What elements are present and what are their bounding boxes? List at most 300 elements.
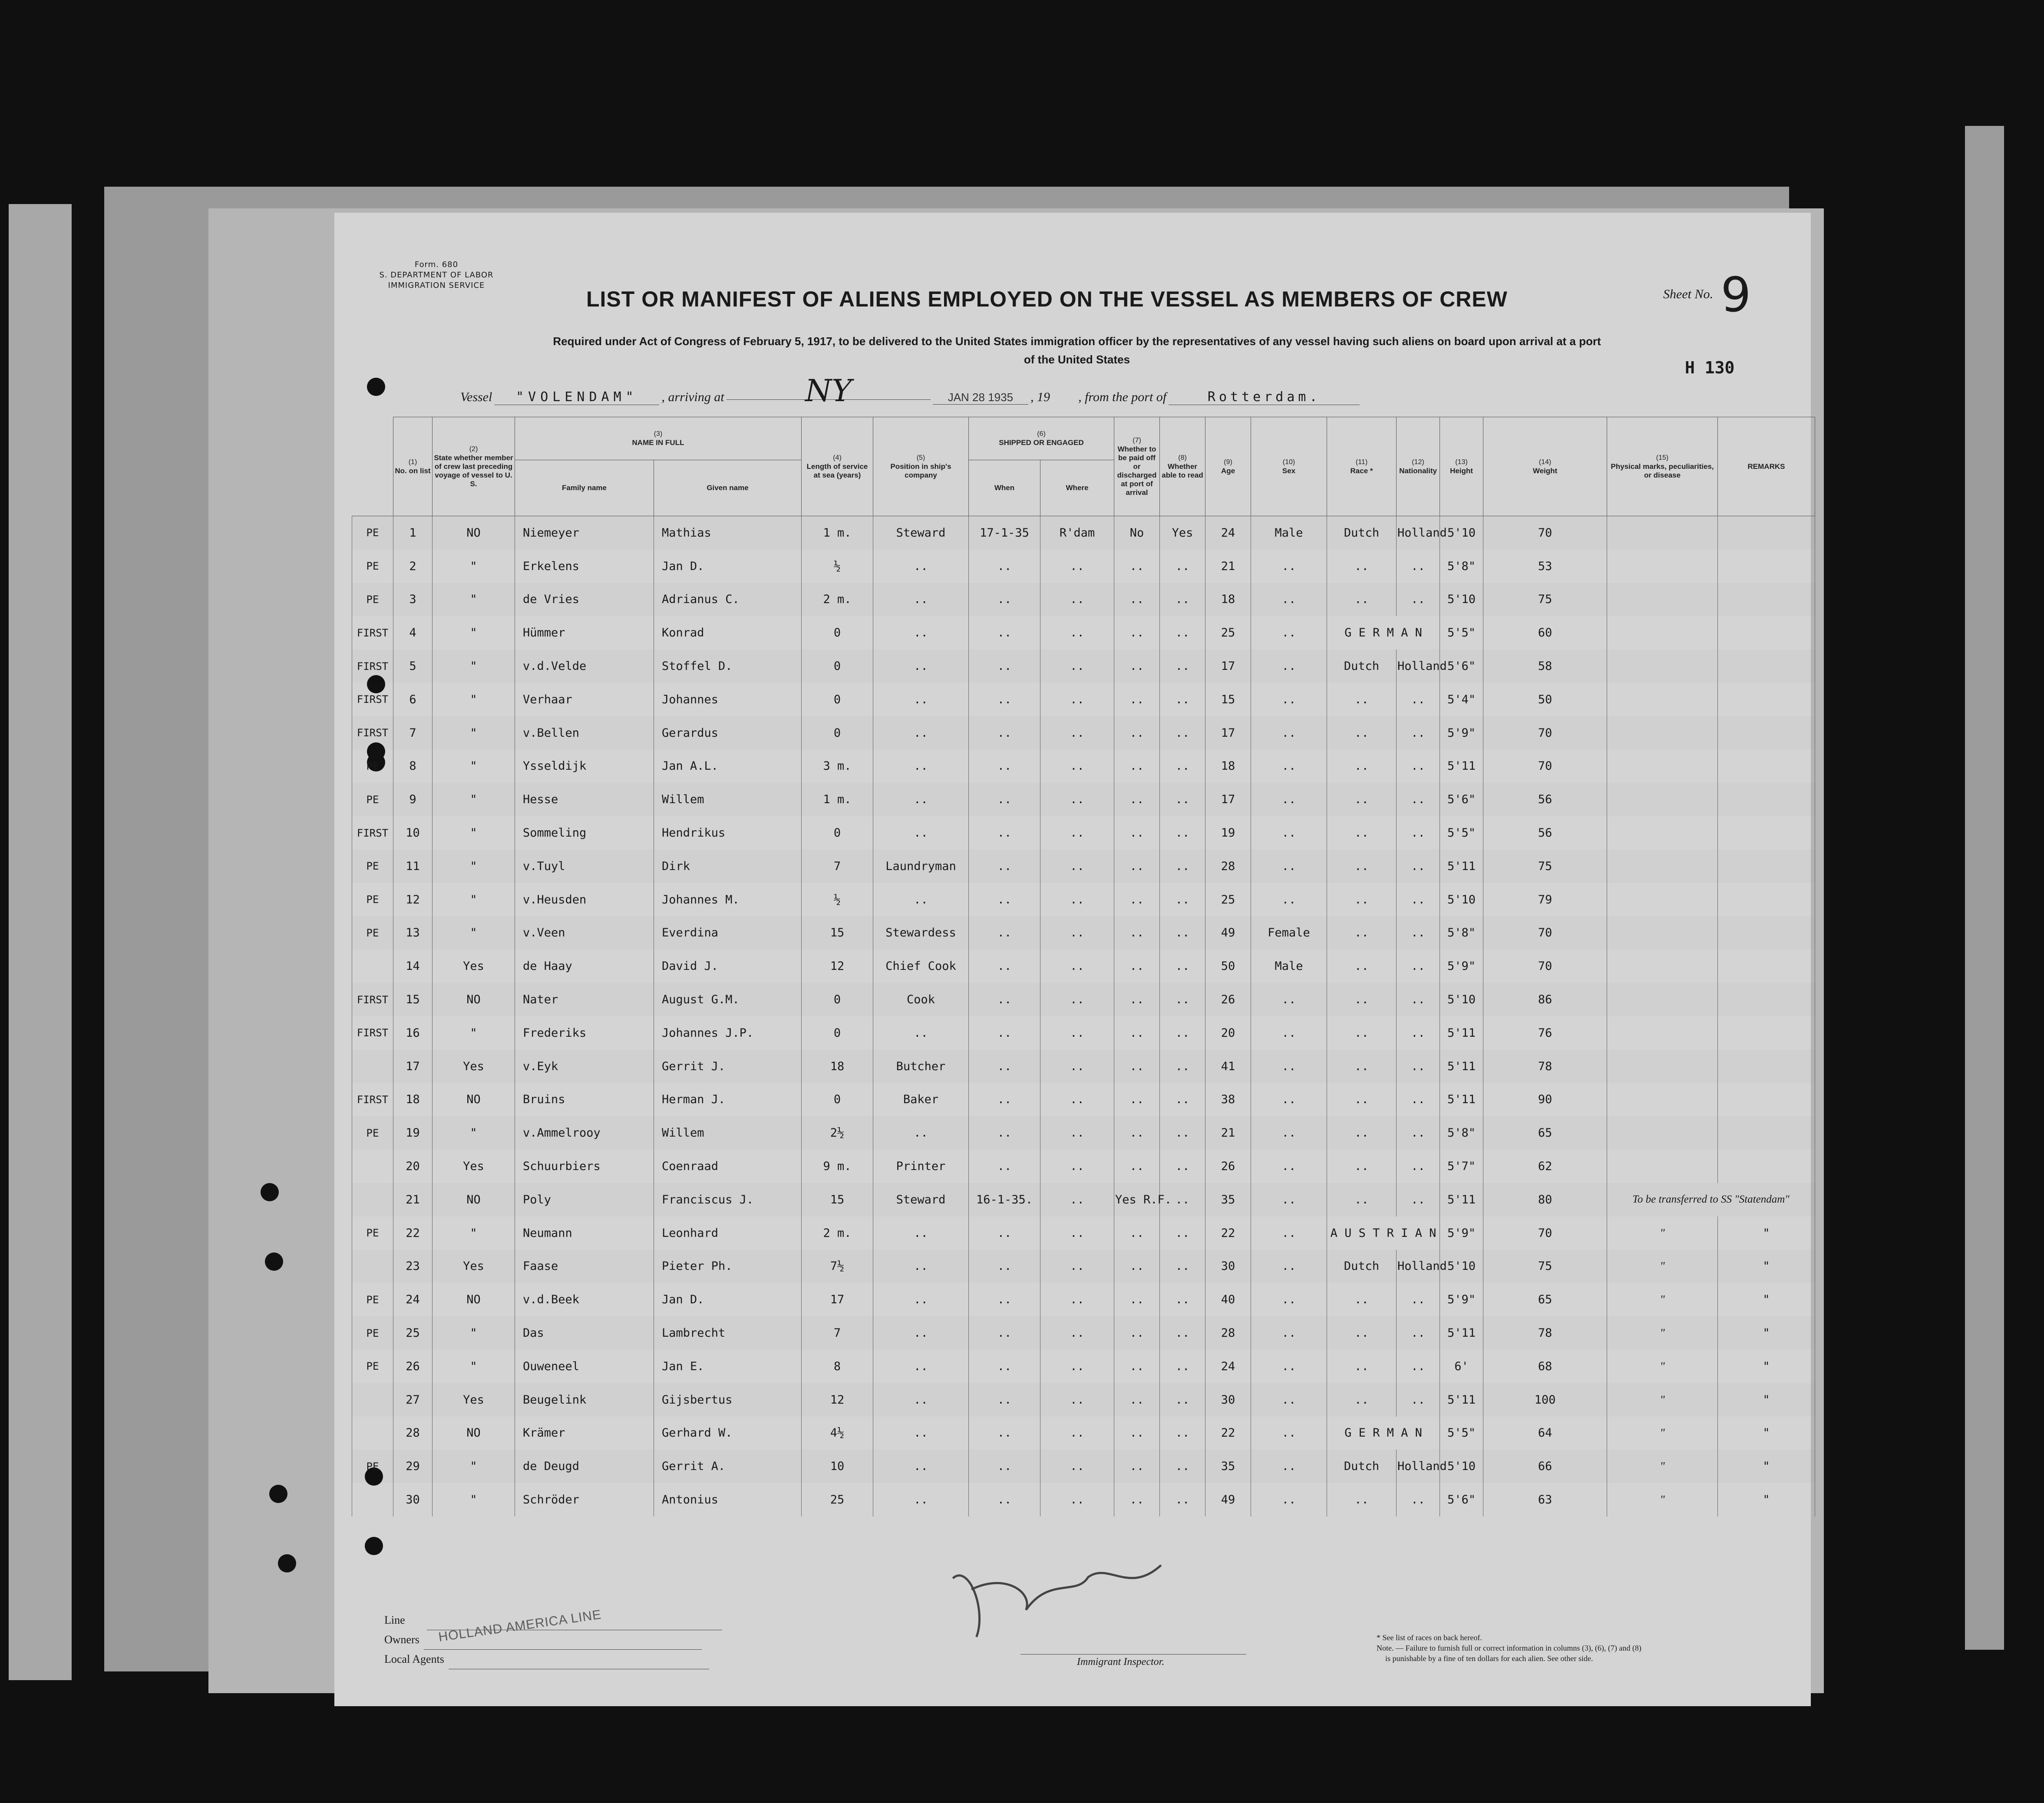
cell-sex: .. <box>1251 1283 1327 1316</box>
cell-height: 5'8" <box>1440 916 1483 950</box>
cell-mark: FIRST <box>352 816 393 850</box>
cell-sex: .. <box>1251 716 1327 750</box>
cell-remarks <box>1718 1050 1815 1083</box>
cell-no: 23 <box>393 1250 433 1283</box>
cell-where: .. <box>1040 949 1114 983</box>
cell-no: 16 <box>393 1016 433 1050</box>
cell-service: 12 <box>802 1383 873 1417</box>
cell-race: .. <box>1327 1316 1397 1350</box>
table-row <box>352 1083 1815 1117</box>
cell-when: .. <box>969 616 1040 649</box>
arriving-label: , arriving at <box>661 390 724 404</box>
cell-age: 49 <box>1205 916 1251 950</box>
cell-race: .. <box>1327 1283 1397 1316</box>
cell-weight: 56 <box>1483 783 1607 816</box>
cell-weight: 65 <box>1483 1116 1607 1150</box>
cell-position: Stewardess <box>873 916 969 950</box>
crew-manifest-table <box>352 417 1815 1516</box>
vessel-name: "VOLENDAM" <box>494 389 659 405</box>
cell-remarks <box>1718 883 1815 916</box>
cell-no: 6 <box>393 683 433 716</box>
cell-paid: .. <box>1114 850 1160 883</box>
cell-where: .. <box>1040 1250 1114 1283</box>
cell-given: Willem <box>654 783 802 816</box>
cell-where: .. <box>1040 1483 1114 1516</box>
cell-age: 17 <box>1205 649 1251 683</box>
cell-prev: " <box>433 783 515 816</box>
cell-read: .. <box>1160 983 1205 1016</box>
cell-prev: " <box>433 1450 515 1483</box>
binder-hole <box>365 1537 383 1555</box>
cell-race: .. <box>1327 1483 1397 1516</box>
table-row <box>352 1116 1815 1150</box>
cell-no: 15 <box>393 983 433 1016</box>
cell-no: 17 <box>393 1050 433 1083</box>
cell-family: v.d.Velde <box>515 649 654 683</box>
cell-read: .. <box>1160 683 1205 716</box>
sheet-number-label: Sheet No. <box>1663 287 1713 301</box>
cell-no: 7 <box>393 716 433 750</box>
cell-family: Verhaar <box>515 683 654 716</box>
cell-weight: 70 <box>1483 1216 1607 1250</box>
header-row <box>352 417 1815 460</box>
binder-hole <box>261 1183 279 1201</box>
cell-where: .. <box>1040 1350 1114 1383</box>
cell-position: Butcher <box>873 1050 969 1083</box>
cell-paid: .. <box>1114 1250 1160 1283</box>
cell-no: 14 <box>393 949 433 983</box>
cell-height: 6' <box>1440 1350 1483 1383</box>
table-row <box>352 1150 1815 1183</box>
cell-family: Frederiks <box>515 1016 654 1050</box>
cell-sex: .. <box>1251 1450 1327 1483</box>
note-penalty-2: is punishable by a fine of ten dollars for each alien. See other side. <box>1385 1654 1593 1663</box>
cell-mark: PE <box>352 750 393 783</box>
cell-weight: 70 <box>1483 716 1607 750</box>
cell-age: 22 <box>1205 1216 1251 1250</box>
cell-position: Printer <box>873 1150 969 1183</box>
cell-age: 18 <box>1205 583 1251 616</box>
cell-when: .. <box>969 649 1040 683</box>
cell-when: .. <box>969 1316 1040 1350</box>
cell-race: .. <box>1327 1083 1397 1117</box>
cell-when: .. <box>969 583 1040 616</box>
cell-read: .. <box>1160 1417 1205 1450</box>
cell-marks: " <box>1607 1283 1718 1316</box>
cell-when: .. <box>969 1150 1040 1183</box>
cell-nationality: .. <box>1397 816 1440 850</box>
cell-family: Hümmer <box>515 616 654 649</box>
cell-when: .. <box>969 1083 1040 1117</box>
cell-marks: " <box>1607 1383 1718 1417</box>
cell-height: 5'11 <box>1440 1083 1483 1117</box>
cell-weight: 64 <box>1483 1417 1607 1450</box>
cell-given: Johannes <box>654 683 802 716</box>
arriving-port: NY <box>726 382 931 400</box>
header-col2: (2) State whether member of crew last preceding voyage of vessel to U. S. <box>433 417 515 516</box>
cell-prev: NO <box>433 1417 515 1450</box>
cell-race: Dutch <box>1327 649 1397 683</box>
cell-service: 2½ <box>802 1116 873 1150</box>
cell-weight: 78 <box>1483 1050 1607 1083</box>
cell-prev: NO <box>433 1183 515 1216</box>
header-col9: (9) Age <box>1205 417 1251 516</box>
form-number: Form. 680 <box>414 260 459 269</box>
cell-race: .. <box>1327 1383 1397 1417</box>
cell-where: .. <box>1040 1083 1114 1117</box>
cell-given: Herman J. <box>654 1083 802 1117</box>
table-row <box>352 550 1815 583</box>
table-row <box>352 716 1815 750</box>
cell-where: .. <box>1040 883 1114 916</box>
cell-paid: .. <box>1114 949 1160 983</box>
cell-race: .. <box>1327 1050 1397 1083</box>
cell-age: 38 <box>1205 1083 1251 1117</box>
cell-marks <box>1607 1116 1718 1150</box>
subtitle-line-2: of the United States <box>1024 353 1130 366</box>
cell-family: Faase <box>515 1250 654 1283</box>
cell-service: 0 <box>802 1083 873 1117</box>
table-row <box>352 516 1815 550</box>
cell-sex: .. <box>1251 883 1327 916</box>
cell-when: .. <box>969 1350 1040 1383</box>
cell-height: 5'11 <box>1440 1183 1483 1216</box>
cell-family: v.Eyk <box>515 1050 654 1083</box>
date-stamp: JAN 28 1935 <box>933 391 1028 405</box>
cell-read: .. <box>1160 1083 1205 1117</box>
cell-mark: FIRST <box>352 649 393 683</box>
cell-nationality: .. <box>1397 1183 1440 1216</box>
cell-service: ½ <box>802 883 873 916</box>
cell-age: 26 <box>1205 983 1251 1016</box>
cell-family: Das <box>515 1316 654 1350</box>
cell-position: .. <box>873 783 969 816</box>
cell-service: 7 <box>802 850 873 883</box>
page-title: LIST OR MANIFEST OF ALIENS EMPLOYED ON THE VESSEL AS MEMBERS OF CREW <box>586 287 1508 311</box>
cell-family: Schröder <box>515 1483 654 1516</box>
cell-marks: " <box>1607 1216 1718 1250</box>
table-row <box>352 1483 1815 1516</box>
cell-weight: 75 <box>1483 1250 1607 1283</box>
cell-service: 10 <box>802 1450 873 1483</box>
cell-paid: .. <box>1114 583 1160 616</box>
cell-read: Yes <box>1160 516 1205 550</box>
cell-race: Dutch <box>1327 516 1397 550</box>
cell-family: Schuurbiers <box>515 1150 654 1183</box>
cell-when: .. <box>969 1116 1040 1150</box>
cell-position: .. <box>873 1350 969 1383</box>
sheet-number <box>1663 267 1751 323</box>
agents-label: Local Agents <box>384 1653 444 1665</box>
cell-nationality: .. <box>1397 1050 1440 1083</box>
cell-service: 18 <box>802 1050 873 1083</box>
cell-no: 22 <box>393 1216 433 1250</box>
cell-given: Gerrit J. <box>654 1050 802 1083</box>
cell-given: Johannes J.P. <box>654 1016 802 1050</box>
cell-position: .. <box>873 683 969 716</box>
cell-nationality: .. <box>1397 1016 1440 1050</box>
cell-race: .. <box>1327 750 1397 783</box>
cell-height: 5'10 <box>1440 983 1483 1016</box>
cell-weight: 65 <box>1483 1283 1607 1316</box>
cell-weight: 78 <box>1483 1316 1607 1350</box>
cell-where: .. <box>1040 783 1114 816</box>
table-row <box>352 683 1815 716</box>
cell-read: .. <box>1160 949 1205 983</box>
cell-sex: .. <box>1251 1016 1327 1050</box>
cell-mark: PE <box>352 516 393 550</box>
cell-race: .. <box>1327 1016 1397 1050</box>
cell-marks: " <box>1607 1450 1718 1483</box>
cell-height: 5'9" <box>1440 949 1483 983</box>
cell-weight: 79 <box>1483 883 1607 916</box>
cell-sex: Male <box>1251 949 1327 983</box>
cell-where: .. <box>1040 1183 1114 1216</box>
cell-no: 2 <box>393 550 433 583</box>
cell-height: 5'10 <box>1440 1450 1483 1483</box>
line-label: Line <box>384 1614 405 1626</box>
cell-sex: Female <box>1251 916 1327 950</box>
cell-when: 16-1-35. <box>969 1183 1040 1216</box>
cell-marks: " <box>1607 1250 1718 1283</box>
cell-read: .. <box>1160 649 1205 683</box>
cell-nationality: .. <box>1397 716 1440 750</box>
table-row <box>352 1016 1815 1050</box>
cell-race: .. <box>1327 850 1397 883</box>
cell-given: Everdina <box>654 916 802 950</box>
table-row <box>352 1350 1815 1383</box>
cell-marks <box>1607 1150 1718 1183</box>
cell-read: .. <box>1160 1316 1205 1350</box>
cell-mark <box>352 1250 393 1283</box>
vessel-label: Vessel <box>460 390 492 404</box>
cell-prev: " <box>433 1216 515 1250</box>
cell-where: .. <box>1040 1116 1114 1150</box>
header-col14: (14) Weight <box>1483 417 1607 516</box>
cell-height: 5'6" <box>1440 1483 1483 1516</box>
cell-no: 5 <box>393 649 433 683</box>
cell-prev: " <box>433 816 515 850</box>
cell-read: .. <box>1160 1050 1205 1083</box>
table-row <box>352 583 1815 616</box>
cell-sex: .. <box>1251 1483 1327 1516</box>
cell-where: R'dam <box>1040 516 1114 550</box>
cell-race: .. <box>1327 1183 1397 1216</box>
cell-paid: .. <box>1114 816 1160 850</box>
cell-where: .. <box>1040 1050 1114 1083</box>
cell-race: .. <box>1327 550 1397 583</box>
cell-paid: .. <box>1114 983 1160 1016</box>
cell-given: Jan A.L. <box>654 750 802 783</box>
cell-nationality: Holland <box>1397 1250 1440 1283</box>
cell-weight: 76 <box>1483 1016 1607 1050</box>
cell-given: Dirk <box>654 850 802 883</box>
cell-family: de Haay <box>515 949 654 983</box>
cell-paid: .. <box>1114 1016 1160 1050</box>
cell-prev: NO <box>433 983 515 1016</box>
right-page-edge <box>1965 126 2004 1650</box>
cell-read: .. <box>1160 916 1205 950</box>
cell-prev: Yes <box>433 1050 515 1083</box>
cell-family: Poly <box>515 1183 654 1216</box>
cell-weight: 68 <box>1483 1350 1607 1383</box>
cell-height: 5'7" <box>1440 1150 1483 1183</box>
inspector-label: Immigrant Inspector. <box>1077 1656 1165 1668</box>
cell-nationality: .. <box>1397 883 1440 916</box>
cell-age: 25 <box>1205 616 1251 649</box>
cell-where: .. <box>1040 750 1114 783</box>
cell-service: 9 m. <box>802 1150 873 1183</box>
cell-sex: .. <box>1251 616 1327 649</box>
cell-service: 0 <box>802 716 873 750</box>
cell-paid: .. <box>1114 616 1160 649</box>
form-identifier <box>365 260 508 291</box>
cell-prev: Yes <box>433 949 515 983</box>
cell-when: .. <box>969 716 1040 750</box>
cell-service: 0 <box>802 616 873 649</box>
cell-marks <box>1607 916 1718 950</box>
cell-sex: Male <box>1251 516 1327 550</box>
cell-paid: .. <box>1114 750 1160 783</box>
cell-age: 40 <box>1205 1283 1251 1316</box>
cell-no: 21 <box>393 1183 433 1216</box>
cell-position: .. <box>873 649 969 683</box>
cell-race: .. <box>1327 883 1397 916</box>
cell-position: .. <box>873 1316 969 1350</box>
cell-mark <box>352 1050 393 1083</box>
cell-age: 28 <box>1205 1316 1251 1350</box>
cell-no: 28 <box>393 1417 433 1450</box>
cell-weight: 80 <box>1483 1183 1607 1216</box>
cell-race: G E R M A N <box>1327 1417 1440 1450</box>
cell-read: .. <box>1160 550 1205 583</box>
cell-remarks <box>1718 1150 1815 1183</box>
cell-when: .. <box>969 1483 1040 1516</box>
subtitle-line-1: Required under Act of Congress of February 5, 1917, to be delivered to the United States immigration officer by the representatives of any vessel having such aliens on board upon arrival at a port <box>553 335 1601 348</box>
cell-family: Nater <box>515 983 654 1016</box>
cell-read: .. <box>1160 583 1205 616</box>
cell-prev: " <box>433 683 515 716</box>
cell-when: .. <box>969 1383 1040 1417</box>
cell-nationality: .. <box>1397 1483 1440 1516</box>
cell-when: .. <box>969 1283 1040 1316</box>
cell-sex: .. <box>1251 850 1327 883</box>
cell-paid: .. <box>1114 550 1160 583</box>
cell-when: .. <box>969 1216 1040 1250</box>
cell-read: .. <box>1160 1183 1205 1216</box>
cell-nationality: Holland <box>1397 516 1440 550</box>
cell-position: .. <box>873 1250 969 1283</box>
cell-family: Ysseldijk <box>515 750 654 783</box>
header-mark <box>352 417 393 516</box>
cell-no: 10 <box>393 816 433 850</box>
cell-service: 7 <box>802 1316 873 1350</box>
cell-when: .. <box>969 1417 1040 1450</box>
footer-notes <box>1377 1632 1767 1664</box>
cell-read: .. <box>1160 716 1205 750</box>
cell-no: 4 <box>393 616 433 649</box>
cell-family: Ouweneel <box>515 1350 654 1383</box>
cell-given: Johannes M. <box>654 883 802 916</box>
cell-prev: Yes <box>433 1250 515 1283</box>
cell-age: 25 <box>1205 883 1251 916</box>
cell-service: 12 <box>802 949 873 983</box>
cell-marks <box>1607 1016 1718 1050</box>
cell-prev: " <box>433 850 515 883</box>
cell-where: .. <box>1040 1417 1114 1450</box>
cell-age: 49 <box>1205 1483 1251 1516</box>
cell-age: 22 <box>1205 1417 1251 1450</box>
cell-mark: PE <box>352 550 393 583</box>
cell-weight: 66 <box>1483 1450 1607 1483</box>
cell-marks <box>1607 1083 1718 1117</box>
cell-age: 41 <box>1205 1050 1251 1083</box>
cell-remarks <box>1718 783 1815 816</box>
cell-prev: " <box>433 916 515 950</box>
cell-age: 26 <box>1205 1150 1251 1183</box>
cell-position: .. <box>873 1216 969 1250</box>
header-given-name: Given name <box>654 460 802 516</box>
form-department: S. DEPARTMENT OF LABOR <box>379 270 494 280</box>
cell-remarks <box>1718 949 1815 983</box>
binder-hole <box>269 1485 287 1503</box>
cell-prev: NO <box>433 1083 515 1117</box>
list-code: H 130 <box>1685 358 1735 377</box>
cell-given: Adrianus C. <box>654 583 802 616</box>
cell-service: 0 <box>802 983 873 1016</box>
note-races: * See list of races on back hereof. <box>1377 1633 1482 1642</box>
header-col16: REMARKS <box>1718 417 1815 516</box>
cell-remarks <box>1718 1083 1815 1117</box>
cell-no: 11 <box>393 850 433 883</box>
binder-hole <box>278 1554 296 1572</box>
binder-hole <box>265 1253 283 1271</box>
cell-paid: .. <box>1114 1150 1160 1183</box>
cell-marks: To be transferred to SS "Statendam" <box>1607 1183 1815 1216</box>
cell-age: 19 <box>1205 816 1251 850</box>
cell-age: 21 <box>1205 1116 1251 1150</box>
cell-read: .. <box>1160 1383 1205 1417</box>
cell-remarks <box>1718 516 1815 550</box>
cell-height: 5'10 <box>1440 1250 1483 1283</box>
cell-nationality: .. <box>1397 1316 1440 1350</box>
cell-mark: PE <box>352 1350 393 1383</box>
cell-weight: 62 <box>1483 1150 1607 1183</box>
cell-family: v.Heusden <box>515 883 654 916</box>
cell-nationality: .. <box>1397 1283 1440 1316</box>
cell-prev: NO <box>433 516 515 550</box>
cell-height: 5'11 <box>1440 1316 1483 1350</box>
cell-paid: .. <box>1114 1316 1160 1350</box>
cell-position: Steward <box>873 516 969 550</box>
cell-age: 17 <box>1205 716 1251 750</box>
binder-hole <box>367 378 385 396</box>
cell-mark: PE <box>352 1116 393 1150</box>
cell-marks <box>1607 883 1718 916</box>
cell-sex: .. <box>1251 1116 1327 1150</box>
cell-family: v.Bellen <box>515 716 654 750</box>
header-shipped-where: Where <box>1040 460 1114 516</box>
cell-given: Mathias <box>654 516 802 550</box>
table-row <box>352 1216 1815 1250</box>
cell-prev: " <box>433 550 515 583</box>
cell-service: 8 <box>802 1350 873 1383</box>
cell-remarks <box>1718 683 1815 716</box>
cell-no: 25 <box>393 1316 433 1350</box>
cell-position: Laundryman <box>873 850 969 883</box>
cell-sex: .. <box>1251 550 1327 583</box>
cell-no: 18 <box>393 1083 433 1117</box>
